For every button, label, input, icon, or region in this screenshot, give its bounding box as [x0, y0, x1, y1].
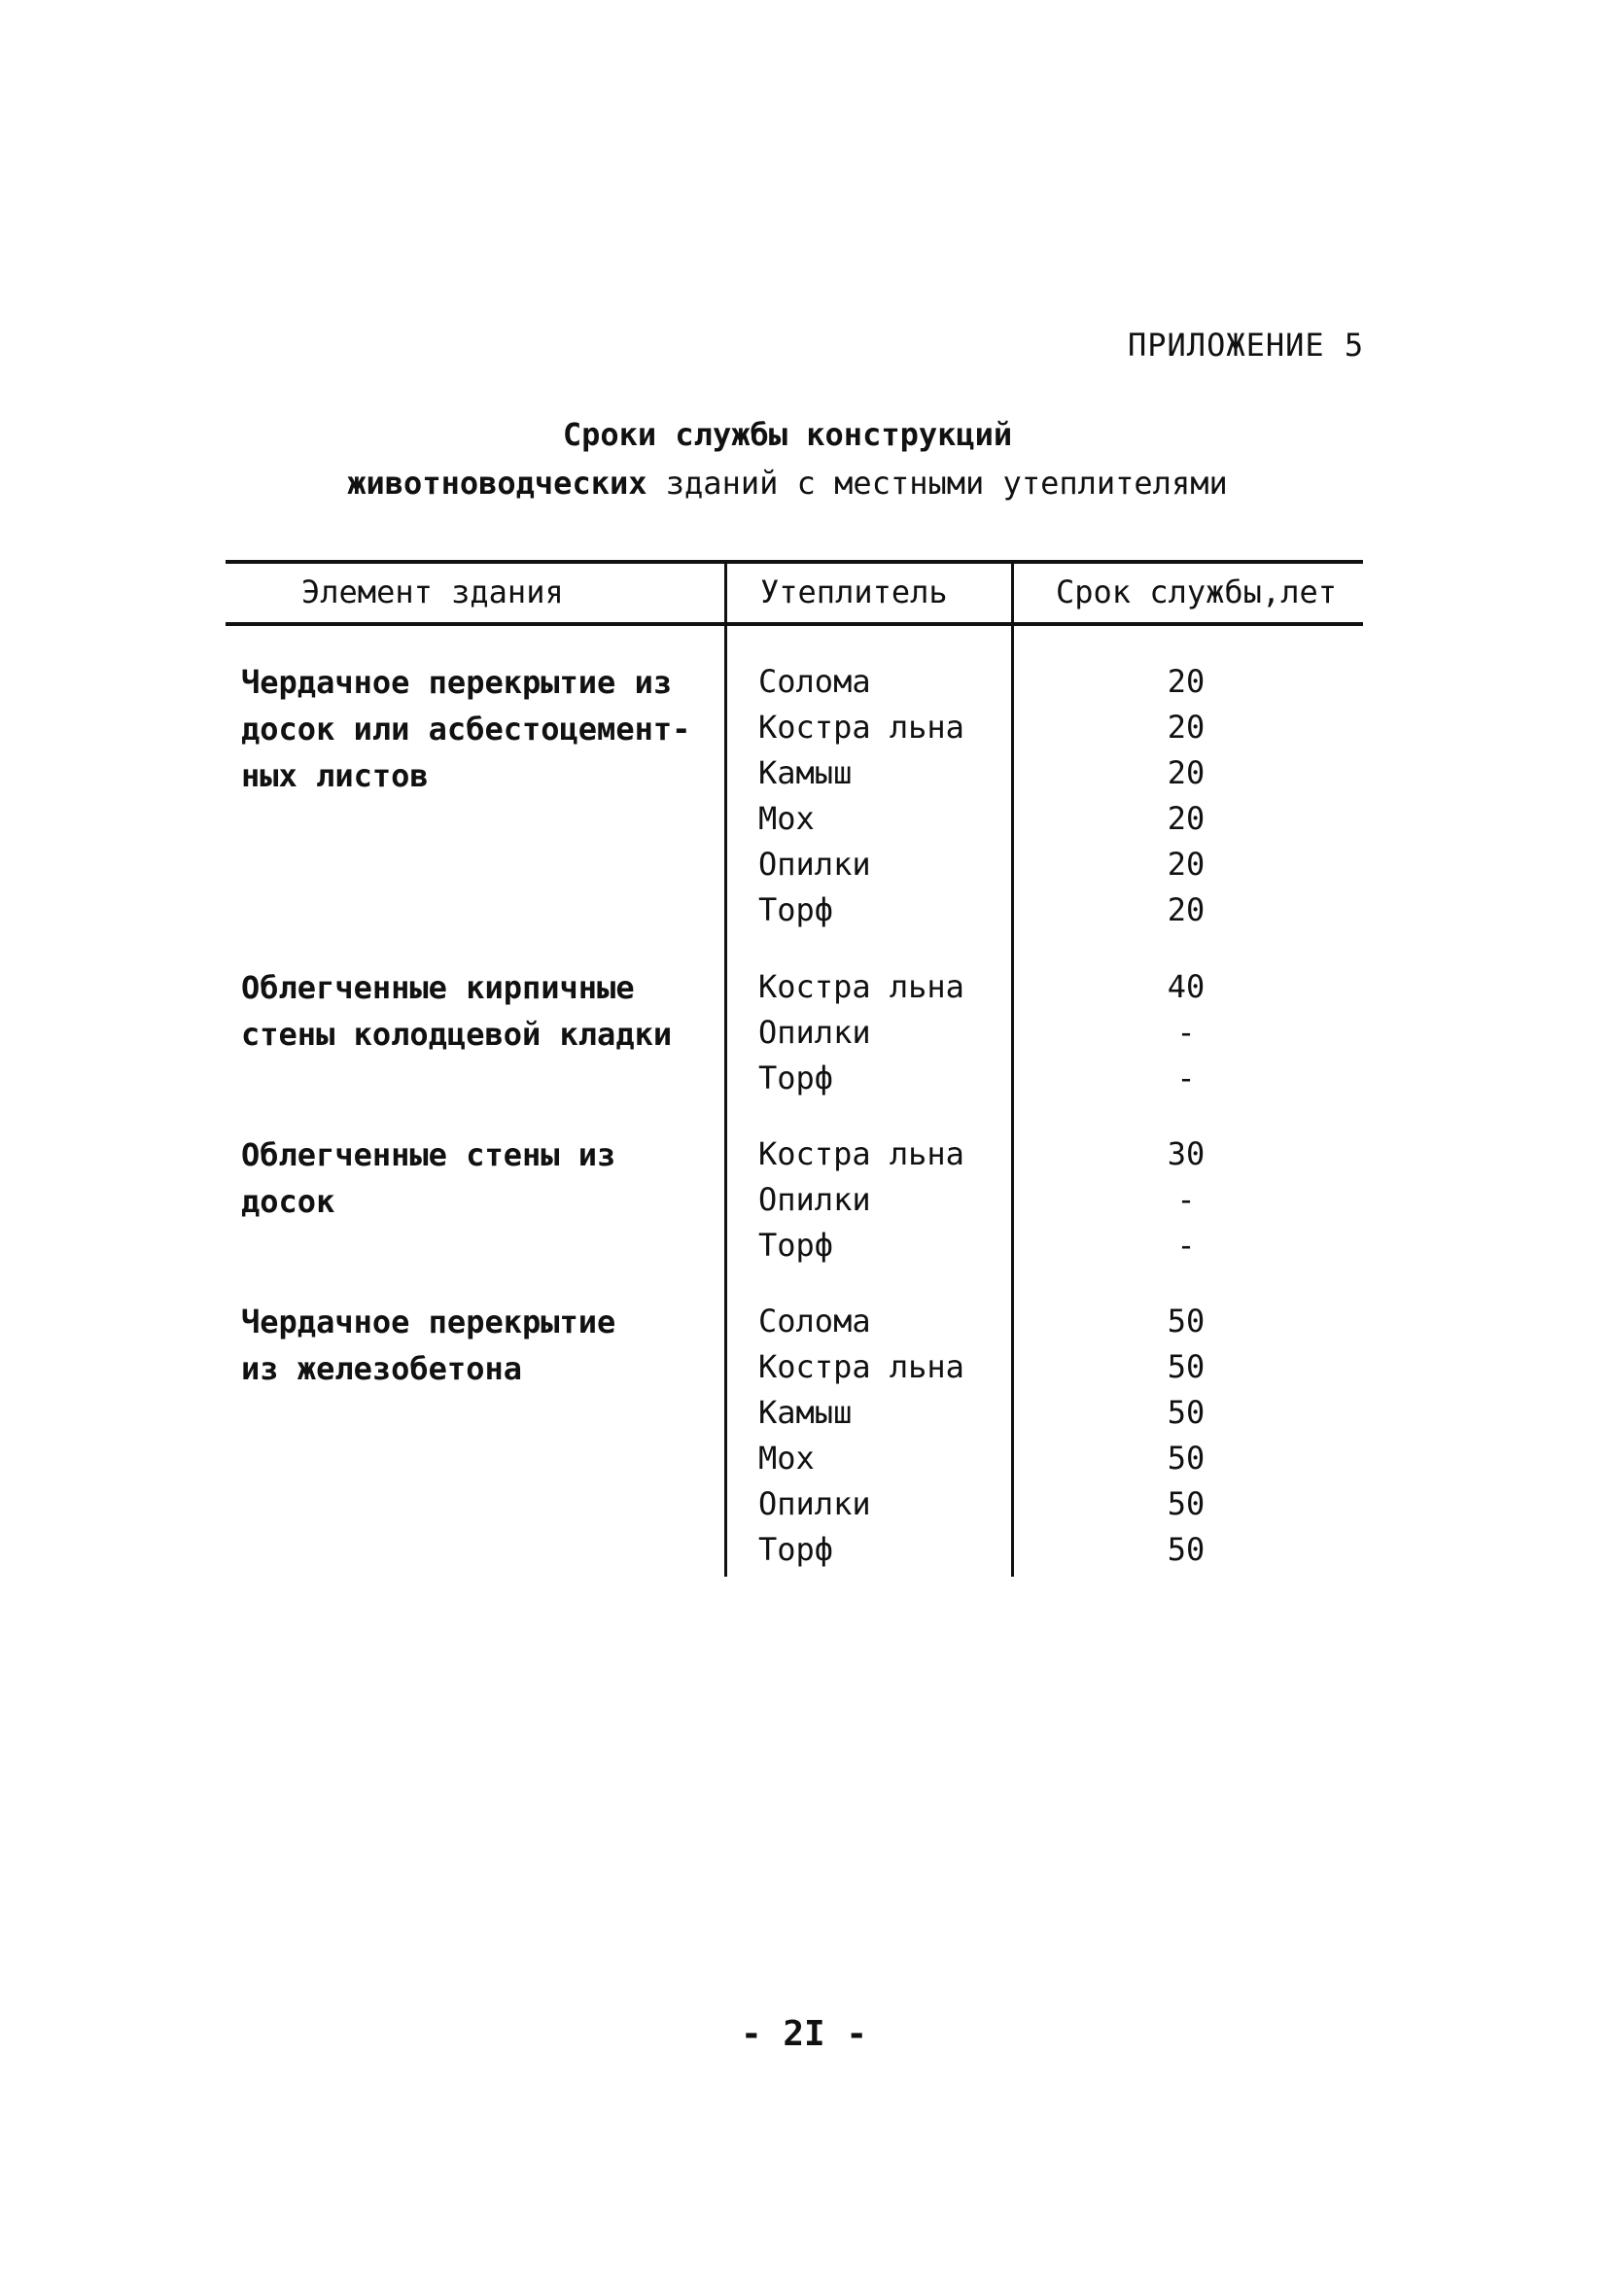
table-row — [0, 1056, 1608, 1101]
insulation: Костра льна — [758, 1348, 964, 1385]
table-row — [0, 659, 1608, 705]
element-line: Чердачное перекрытие из — [241, 664, 673, 701]
service-life: 50 — [1167, 1303, 1206, 1339]
service-life: 20 — [1167, 709, 1206, 746]
insulation: Костра льна — [758, 709, 964, 746]
table-row — [0, 964, 1608, 1010]
table-group — [0, 1131, 1608, 1269]
appendix-label: ПРИЛОЖЕНИЕ 5 — [1128, 327, 1365, 364]
insulation: Опилки — [758, 1181, 871, 1218]
element-line: Облегченные кирпичные — [241, 969, 635, 1006]
service-life: - — [1176, 1014, 1196, 1051]
insulation: Солома — [758, 1303, 871, 1339]
table-row — [0, 1177, 1608, 1223]
table-row — [0, 750, 1608, 796]
element-line: Чердачное перекрытие — [241, 1304, 616, 1340]
table-row — [0, 1344, 1608, 1390]
service-life: 50 — [1167, 1531, 1206, 1568]
insulation: Торф — [758, 1531, 834, 1568]
insulation: Мох — [758, 800, 815, 837]
table-group — [0, 659, 1608, 933]
service-life: - — [1176, 1060, 1196, 1096]
table-row — [0, 1436, 1608, 1481]
header-insulation: Утеплитель — [760, 574, 948, 610]
table-row — [0, 842, 1608, 887]
service-life: - — [1176, 1227, 1196, 1264]
service-life: 30 — [1167, 1135, 1206, 1172]
service-life: 50 — [1167, 1348, 1206, 1385]
service-life: 40 — [1167, 968, 1206, 1005]
document-title-line-2 — [224, 465, 1351, 502]
insulation: Костра льна — [758, 1135, 964, 1172]
table-top-rule — [226, 560, 1363, 564]
table-row — [0, 1299, 1608, 1344]
table-row — [0, 1527, 1608, 1573]
element-line: стены колодцевой кладки — [241, 1016, 673, 1053]
insulation: Опилки — [758, 846, 871, 883]
insulation: Костра льна — [758, 968, 964, 1005]
service-life: 20 — [1167, 891, 1206, 928]
table-row — [0, 1390, 1608, 1436]
table-group — [0, 1299, 1608, 1573]
title-rest: зданий с местными утеплителями — [647, 465, 1228, 502]
service-life: 50 — [1167, 1440, 1206, 1477]
page-number: - 2I - — [740, 2014, 868, 2054]
document-title-line-1: Сроки службы конструкций — [562, 416, 1013, 453]
table-row — [0, 1481, 1608, 1527]
service-life: - — [1176, 1181, 1196, 1218]
insulation: Торф — [758, 1227, 834, 1264]
table-row — [0, 887, 1608, 933]
header-element: Элемент здания — [301, 574, 564, 610]
element-line: ных листов — [241, 757, 429, 794]
service-life: 20 — [1167, 800, 1206, 837]
table-group — [0, 964, 1608, 1101]
table-row — [0, 1131, 1608, 1177]
service-life: 20 — [1167, 846, 1206, 883]
element-line: досок или асбестоцемент- — [241, 711, 691, 748]
insulation: Опилки — [758, 1485, 871, 1522]
table-row — [0, 1223, 1608, 1269]
service-life: 50 — [1167, 1394, 1206, 1431]
table-row — [0, 796, 1608, 842]
table-header-rule — [226, 622, 1363, 626]
insulation: Торф — [758, 1060, 834, 1096]
element-line: из железобетона — [241, 1350, 522, 1387]
insulation: Камыш — [758, 754, 853, 791]
insulation: Камыш — [758, 1394, 853, 1431]
table-row — [0, 705, 1608, 750]
title-bold-word: животноводческих — [347, 465, 647, 502]
insulation: Солома — [758, 663, 871, 700]
element-line: Облегченные стены из — [241, 1136, 616, 1173]
header-service-life: Срок службы,лет — [1056, 574, 1337, 610]
service-life: 20 — [1167, 663, 1206, 700]
service-life: 50 — [1167, 1485, 1206, 1522]
insulation: Опилки — [758, 1014, 871, 1051]
insulation: Мох — [758, 1440, 815, 1477]
insulation: Торф — [758, 891, 834, 928]
element-line: досок — [241, 1183, 335, 1220]
service-life: 20 — [1167, 754, 1206, 791]
table-row — [0, 1010, 1608, 1056]
